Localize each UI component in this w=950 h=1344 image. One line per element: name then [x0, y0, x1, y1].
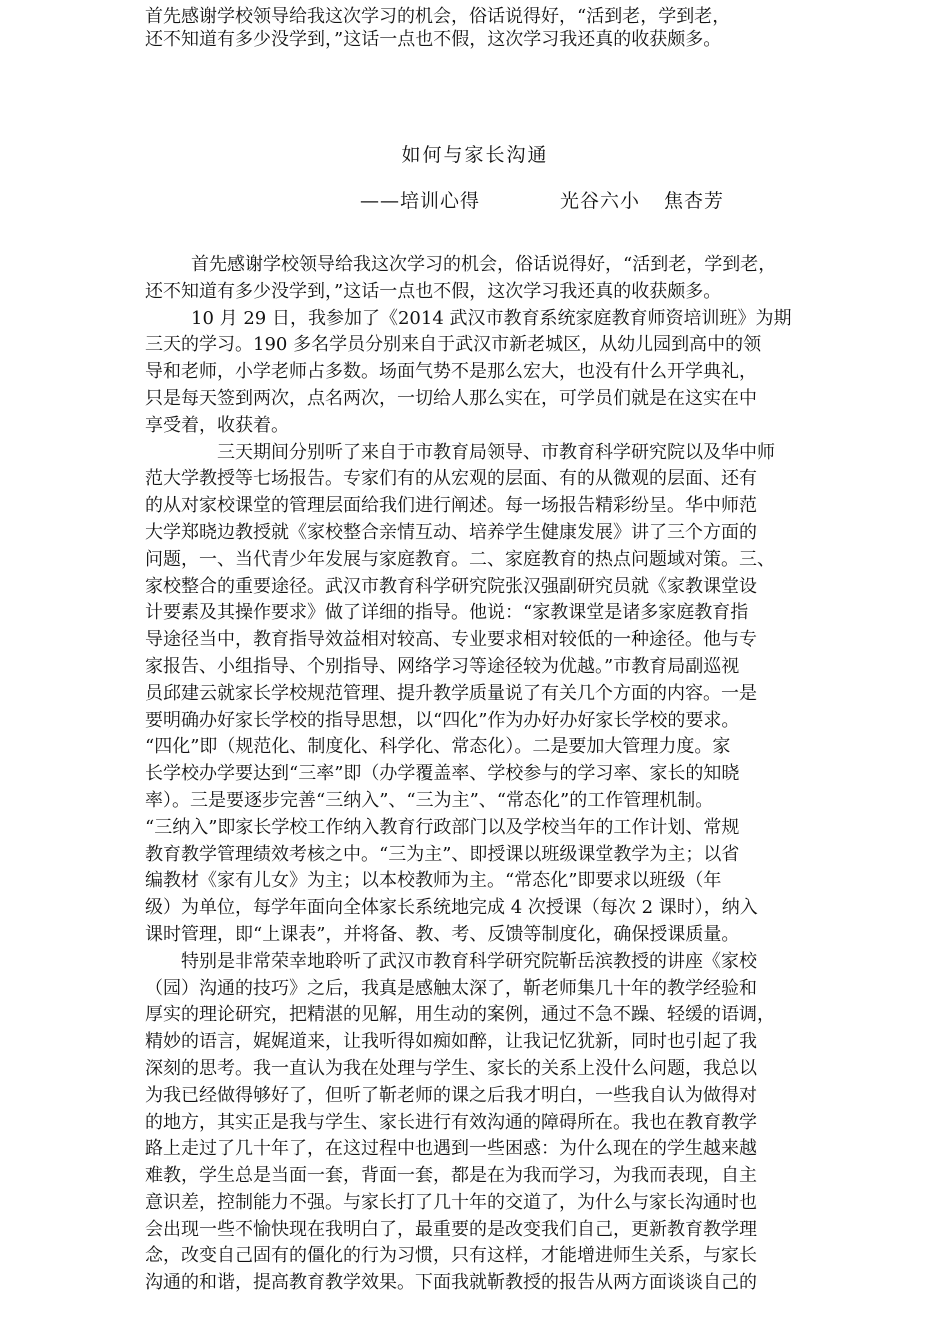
paragraph-3-line: 编教材《家有儿女》为主；以本校教师为主。“常态化”即要求以班级（年: [145, 870, 722, 892]
paragraph-3-line: 要明确办好家长学校的指导思想，以“四化”作为办好办好家长学校的要求。: [145, 709, 740, 731]
paragraph-3-line: 计要素及其操作要求》做了详细的指导。他说：“家教课堂是诸多家庭教育指: [145, 602, 749, 624]
paragraph-3-line: “四化”即（规范化、制度化、科学化、常态化）。二是要加大管理力度。家: [145, 736, 731, 758]
document-title: 如何与家长沟通: [401, 144, 549, 166]
paragraph-2-line: 三天的学习。190 多名学员分别来自于武汉市新老城区，从幼儿园到高中的领: [145, 334, 762, 356]
paragraph-3-line: 教育教学管理绩效考核之中。“三为主”、即授课以班级课堂教学为主；以省: [145, 843, 740, 865]
paragraph-4-line: 精妙的语言，娓娓道来，让我听得如痴如醉，让我记忆犹新，同时也引起了我: [145, 1031, 757, 1053]
body-text: [145, 252, 805, 1297]
paragraph-3-line: 问题，一、当代青少年发展与家庭教育。二、家庭教育的热点问题域对策。三、: [145, 548, 775, 570]
paragraph-3-line: 大学郑晓边教授就《家校整合亲情互动、培养学生健康发展》讲了三个方面的: [145, 521, 757, 543]
paragraph-2-line: 享受着，收获着。: [145, 414, 289, 436]
paragraph-3-line: 率）。三是要逐步完善“三纳入”、“三为主”、“常态化”的工作管理机制。: [145, 789, 714, 811]
paragraph-3-line: 的从对家校课堂的管理层面给我们进行阐述。每一场报告精彩纷呈。华中师范: [145, 495, 757, 517]
continuation-line-2: 还不知道有多少没学到，”这话一点也不假，这次学习我还真的收获颇多。: [145, 29, 722, 50]
paragraph-4-line: 念，改变自己固有的僵化的行为习惯，只有这样，才能增进师生关系，与家长: [145, 1245, 757, 1267]
paragraph-4-line: 深刻的思考。我一直认为我在处理与学生、家长的关系上没什么问题，我总以: [145, 1057, 757, 1079]
paragraph-3-line: 导途径当中，教育指导效益相对较高、专业要求相对较低的一种途径。他与专: [145, 629, 757, 651]
paragraph-2-line: 导和老师，小学老师占多数。场面气势不是那么宏大，也没有什么开学典礼，: [145, 361, 757, 383]
paragraph-3-line: 课时管理，即“上课表”，并将备、教、考、反馈等制度化，确保授课质量。: [145, 923, 740, 945]
paragraph-4-line: 厚实的理论研究，把精湛的见解，用生动的案例，通过不急不躁、轻缓的语调，: [145, 1004, 775, 1026]
continuation-line-1: 首先感谢学校领导给我这次学习的机会，俗话说得好，“活到老，学到老，: [145, 6, 731, 27]
paragraph-3-line: “三纳入”即家长学校工作纳入教育行政部门以及学校当年的工作计划、常规: [145, 816, 740, 838]
school-name: 光谷六小: [560, 190, 641, 212]
paragraph-3-line: 级）为单位，每学年面向全体家长系统地完成 4 次授课（每次 2 课时），纳入: [145, 897, 758, 919]
paragraph-2-line: 只是每天签到两次，点名两次，一切给人那么实在，可学员们就是在这实在中: [145, 387, 757, 409]
paragraph-4-line: 会出现一些不愉快现在我明白了，最重要的是改变我们自己，更新教育教学理: [145, 1218, 757, 1240]
paragraph-4-line: 路上走过了几十年了，在这过程中也遇到一些困惑：为什么现在的学生越来越: [145, 1138, 757, 1160]
paragraph-3-line: 范大学教授等七场报告。专家们有的从宏观的层面、有的从微观的层面、还有: [145, 468, 757, 490]
author-name: 焦杏芳: [664, 190, 725, 212]
paragraph-4-line: （园）沟通的技巧》之后，我真是感触太深了，靳老师集几十年的教学经验和: [145, 977, 757, 999]
paragraph-4-line: 的地方，其实正是我与学生、家长进行有效沟通的障碍所在。我也在教育教学: [145, 1111, 757, 1133]
subtitle-text: ——培训心得: [360, 190, 481, 212]
document-subtitle: [360, 186, 724, 213]
paragraph-4-line: 难教，学生总是当面一套，背面一套，都是在为我而学习，为我而表现，自主: [145, 1165, 757, 1187]
paragraph-4-line: 特别是非常荣幸地聆听了武汉市教育科学研究院靳岳滨教授的讲座《家校: [181, 950, 757, 972]
paragraph-4-line: 沟通的和谐，提高教育教学效果。下面我就靳教授的报告从两方面谈谈自己的: [145, 1272, 757, 1294]
paragraph-1-line: 还不知道有多少没学到，”这话一点也不假，这次学习我还真的收获颇多。: [145, 280, 722, 302]
paragraph-3-line: 家校整合的重要途径。武汉市教育科学研究院张汉强副研究员就《家教课堂设: [145, 575, 757, 597]
paragraph-3-line: 员邱建云就家长学校规范管理、提升教学质量说了有关几个方面的内容。一是: [145, 682, 757, 704]
paragraph-3-line: 家报告、小组指导、个别指导、网络学习等途径较为优越。”市教育局副巡视: [145, 655, 740, 677]
paragraph-3-line: 长学校办学要达到“三率”即（办学覆盖率、学校参与的学习率、家长的知晓: [145, 763, 740, 785]
paragraph-2-line: 10 月 29 日，我参加了《2014 武汉市教育系统家庭教育师资培训班》为期: [191, 307, 792, 329]
paragraph-1-line: 首先感谢学校领导给我这次学习的机会，俗话说得好，“活到老，学到老，: [191, 254, 777, 275]
paragraph-3-line: 三天期间分别听了来自于市教育局领导、市教育科学研究院以及华中师: [217, 441, 775, 463]
paragraph-4-line: 意识差，控制能力不强。与家长打了几十年的交道了，为什么与家长沟通时也: [145, 1191, 757, 1213]
paragraph-4-line: 为我已经做得够好了，但听了靳老师的课之后我才明白，一些我自认为做得对: [145, 1084, 757, 1106]
